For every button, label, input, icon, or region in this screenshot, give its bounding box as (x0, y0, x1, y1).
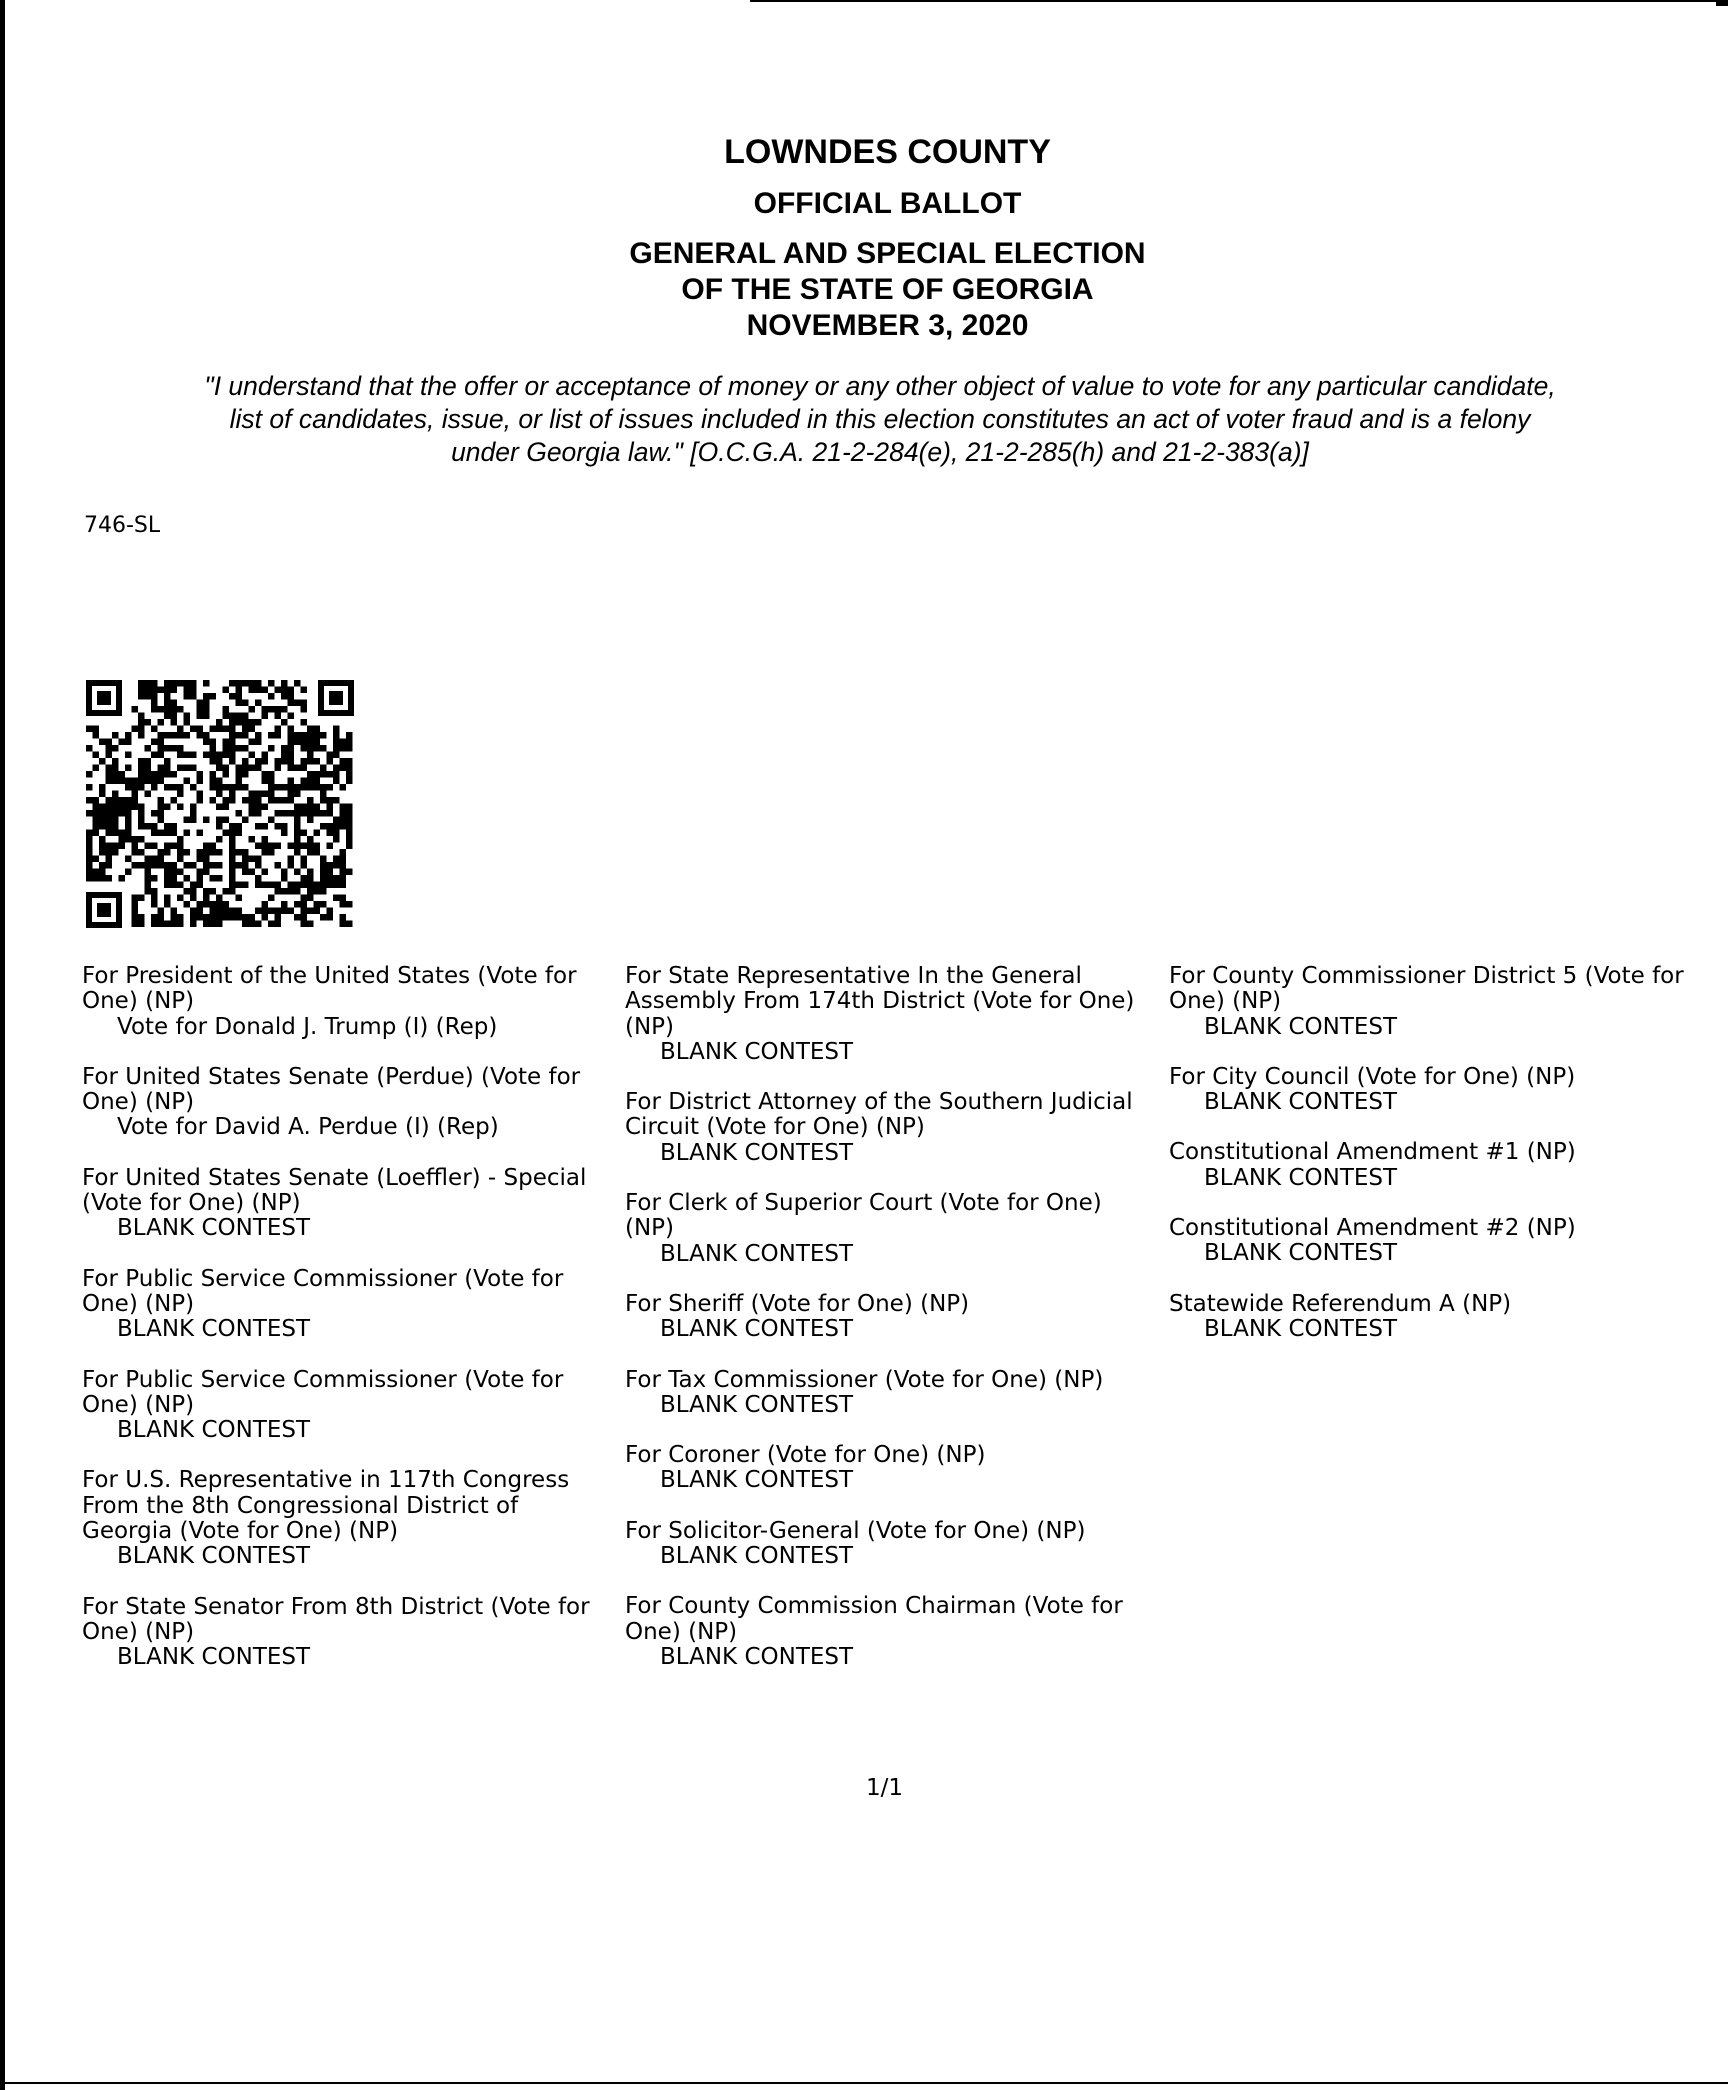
contest-selection: BLANK CONTEST (1204, 1013, 1398, 1040)
contest-item (625, 1443, 1155, 1494)
contest-item (1169, 1216, 1728, 1267)
contest-selection: BLANK CONTEST (117, 1215, 311, 1242)
ballot-type-title: OFFICIAL BALLOT (753, 187, 1022, 220)
contest-title: For Public Service Commissioner (Vote for One) (NP) (82, 1366, 564, 1418)
contest-item (625, 1594, 1155, 1670)
contest-selection: BLANK CONTEST (660, 1543, 854, 1570)
contest-title: For State Senator From 8th District (Vote for One) (NP) (82, 1593, 590, 1645)
election-title-line-2: OF THE STATE OF GEORGIA (681, 273, 1094, 306)
contest-title: For U.S. Representative in 117th Congress From the 8th Congressional District of Georgia (Vote for One) (NP) (82, 1467, 570, 1545)
contest-title: For United States Senate (Loeffler) - Special (Vote for One) (NP) (82, 1164, 587, 1217)
contest-item (82, 1368, 607, 1444)
contest-item (82, 1595, 607, 1671)
contest-title: For Coroner (Vote for One) (NP) (625, 1442, 986, 1469)
contest-column-2 (625, 964, 1155, 1695)
scan-edge-top (750, 0, 1728, 2)
contest-selection: BLANK CONTEST (660, 1643, 854, 1670)
contest-item (82, 964, 607, 1040)
contest-selection: BLANK CONTEST (1204, 1164, 1398, 1191)
contest-selection: BLANK CONTEST (117, 1417, 311, 1444)
contest-selection: BLANK CONTEST (660, 1467, 854, 1494)
contest-item (625, 1292, 1155, 1343)
ballot-style-code: 746-SL (84, 513, 161, 538)
contest-selection: BLANK CONTEST (1204, 1089, 1398, 1116)
contest-selection: BLANK CONTEST (1204, 1240, 1398, 1267)
contest-title: For City Council (Vote for One) (NP) (1169, 1063, 1576, 1090)
contest-selection: BLANK CONTEST (660, 1391, 854, 1418)
contest-selection: BLANK CONTEST (117, 1644, 311, 1671)
contest-title: For President of the United States (Vote for One) (NP) (82, 963, 577, 1015)
contest-title: For Clerk of Superior Court (Vote for One) (NP) (625, 1190, 1102, 1242)
election-date: NOVEMBER 3, 2020 (746, 309, 1029, 342)
scan-edge-bottom (0, 2082, 1728, 2084)
county-title: LOWNDES COUNTY (724, 133, 1051, 171)
contest-item (82, 1468, 607, 1569)
contest-selection: BLANK CONTEST (660, 1038, 854, 1065)
contest-selection: Vote for David A. Perdue (I) (Rep) (117, 1114, 499, 1141)
contest-title: For Tax Commissioner (Vote for One) (NP) (625, 1366, 1104, 1393)
contest-item (1169, 1140, 1728, 1191)
contest-selection: BLANK CONTEST (117, 1543, 311, 1570)
contest-item (1169, 1292, 1728, 1343)
oath-line-1: "I understand that the offer or acceptance of money or any other object of value to vote for any particular candidate, (204, 371, 1556, 401)
contest-item (82, 1267, 607, 1343)
contest-title: For Sheriff (Vote for One) (NP) (625, 1290, 970, 1317)
contest-title: For State Representative In the General Assembly From 174th District (Vote for One) (NP) (625, 963, 1135, 1040)
contest-item (625, 964, 1155, 1065)
contest-item (82, 1166, 607, 1242)
contest-title: For County Commissioner District 5 (Vote for One) (NP) (1169, 963, 1684, 1015)
page-number: 1/1 (866, 1775, 904, 1801)
contest-item (625, 1090, 1155, 1166)
contest-title: For Solicitor-General (Vote for One) (NP) (625, 1517, 1086, 1544)
contest-item (1169, 964, 1728, 1040)
contest-title: Statewide Referendum A (NP) (1169, 1290, 1512, 1317)
oath-line-2: list of candidates, issue, or list of issues included in this election constitutes an act of voter fraud and is a felony (229, 404, 1531, 434)
contest-item (625, 1191, 1155, 1267)
contest-selection: Vote for Donald J. Trump (I) (Rep) (117, 1013, 498, 1040)
contest-selection: BLANK CONTEST (117, 1316, 311, 1343)
contest-selection: BLANK CONTEST (1204, 1315, 1398, 1342)
qr-code-icon (82, 676, 358, 932)
voter-fraud-oath (60, 370, 1700, 469)
contest-selection: BLANK CONTEST (660, 1316, 854, 1343)
contest-title: For District Attorney of the Southern Judicial Circuit (Vote for One) (NP) (625, 1089, 1133, 1141)
oath-line-3: under Georgia law." [O.C.G.A. 21-2-284(e), 21-2-285(h) and 21-2-383(a)] (451, 437, 1309, 467)
ballot-header (0, 128, 1728, 344)
contest-title: For County Commission Chairman (Vote for One) (NP) (625, 1593, 1123, 1645)
contest-item (1169, 1065, 1728, 1116)
contest-item (82, 1065, 607, 1141)
contest-item (625, 1519, 1155, 1570)
contest-item (625, 1368, 1155, 1419)
contest-column-1 (82, 964, 607, 1696)
contest-title: Constitutional Amendment #1 (NP) (1169, 1139, 1576, 1166)
contest-column-3 (1169, 964, 1728, 1367)
contest-selection: BLANK CONTEST (660, 1240, 854, 1267)
scan-edge-top-right (1716, 0, 1728, 6)
contest-title: For Public Service Commissioner (Vote for One) (NP) (82, 1265, 564, 1317)
contest-selection: BLANK CONTEST (660, 1139, 854, 1166)
election-title-line-1: GENERAL AND SPECIAL ELECTION (629, 237, 1146, 270)
contest-title: For United States Senate (Perdue) (Vote for One) (NP) (82, 1063, 581, 1116)
contest-title: Constitutional Amendment #2 (NP) (1169, 1215, 1576, 1242)
